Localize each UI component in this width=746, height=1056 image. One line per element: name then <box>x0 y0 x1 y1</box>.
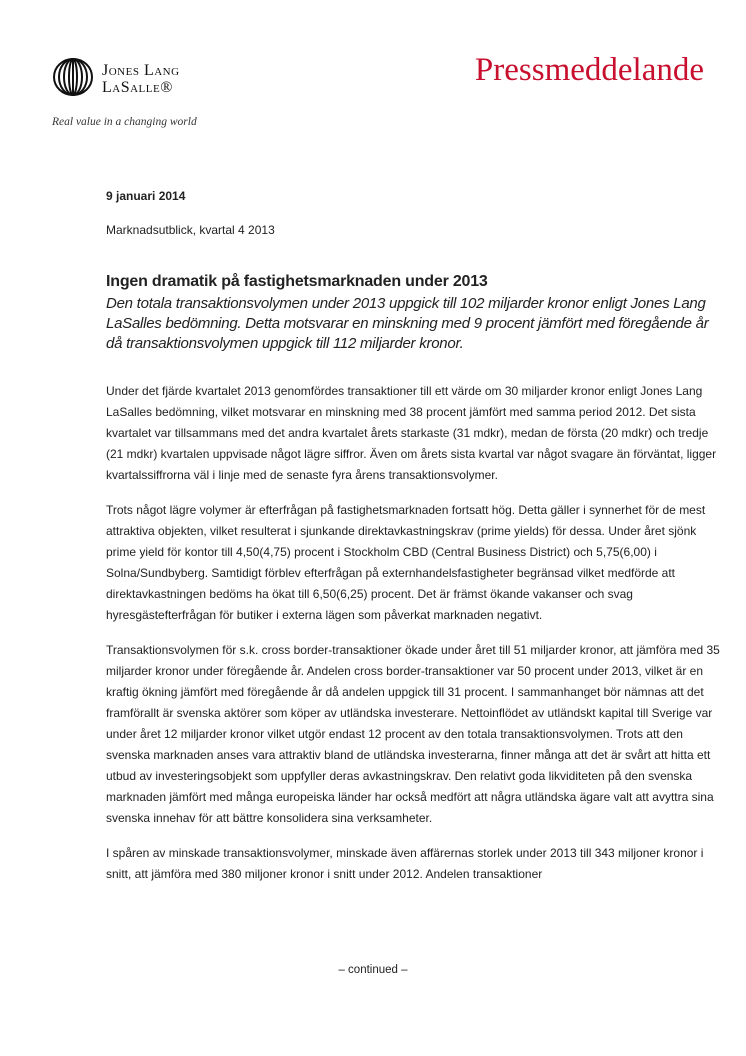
logo-rings-icon <box>52 56 94 98</box>
tagline: Real value in a changing world <box>52 116 197 128</box>
company-logo <box>52 56 222 106</box>
release-subtitle: Marknadsutblick, kvartal 4 2013 <box>106 223 275 237</box>
continued-footer: – continued – <box>338 964 408 976</box>
logo-line-2: LaSalle® <box>102 79 173 96</box>
document-type-title: Pressmeddelande <box>474 52 704 88</box>
body-paragraph: Under det fjärde kvartalet 2013 genomfördes transaktioner till ett värde om 30 miljarder kronor enligt Jones Lang LaSalles bedömning, vilket motsvarar en minskning med 38 procent jämfört med samma period 2012. Det sista kvartalet var tillsammans med det andra kvartalet årets starkaste (31 mdkr), medan de första (20 mdkr) och tredje (21 mdkr) kvartalen uppvisade något lägre siffror. Även om årets sista kvartal var något svagare än förväntat, ligger kvartalssiffrorna väl i linje med de senaste fyra årens transaktionsvolymer. <box>106 384 717 482</box>
logo-line-1: Jones Lang <box>102 62 180 79</box>
press-release-body <box>106 188 722 885</box>
logo-wordmark <box>102 62 180 96</box>
body-paragraph: Trots något lägre volymer är efterfrågan på fastighetsmarknaden fortsatt hög. Detta gäller i synnerhet för de mest attraktiva objekten, vilket resulterat i sjunkande direktavkastningskrav (prime yields) för dessa. Under året sjönk prime yield för kontor till 4,50(4,75) procent i Stockholm CBD (Central Business District) och 5,75(6,00) i Solna/Sundbyberg. Samtidigt förblev efterfrågan på externhandelsfastigheter begränsad vilket medförde att direktavkastningen bedöms ha ökat till 6,50(6,25) procent. Det är främst ökande vakanser och svag hyresgästefterfrågan för butiker i externa lägen som påverkat marknaden negativt. <box>106 503 706 622</box>
lead-paragraph: Den totala transaktionsvolymen under 2013 uppgick till 102 miljarder kronor enligt Jones Lang LaSalles bedömning. Detta motsvarar en minskning med 9 procent jämfört med föregående år då transaktionsvolymen uppgick till 112 miljarder kronor. <box>106 295 709 352</box>
body-paragraph: Transaktionsvolymen för s.k. cross border-transaktioner ökade under året till 51 miljarder kronor, att jämföra med 35 miljarder kronor under föregående år. Andelen cross border-transaktioner var 50 procent under 2013, vilket är en kraftig ökning jämfört med föregående år då andelen uppgick till 31 procent. I sammanhanget bör nämnas att det framförallt är svenska aktörer som köper av utländska investerare. Nettoinflödet av utländskt kapital till Sverige var under året 12 miljarder kronor vilket utgör endast 12 procent av den totala transaktionsvolymen. Trots att den svenska marknaden anses vara attraktiv bland de utländska investerarna, finner många att det är svårt att hitta ett utbud av investeringsobjekt som uppfyller deras avkastningskrav. Den relativt goda likviditeten på den svenska marknaden jämfört med många europeiska länder har också medfört att några utländska ägare valt att avyttra sina svenska innehav för att bättre konsolidera sina verksamheter. <box>106 643 720 825</box>
body-paragraph: I spåren av minskade transaktionsvolymer, minskade även affärernas storlek under 2013 till 343 miljoner kronor i snitt, att jämföra med 380 miljoner kronor i snitt under 2012. Andelen transaktioner <box>106 846 704 881</box>
release-date: 9 januari 2014 <box>106 189 186 203</box>
headline: Ingen dramatik på fastighetsmarknaden under 2013 <box>106 273 488 290</box>
